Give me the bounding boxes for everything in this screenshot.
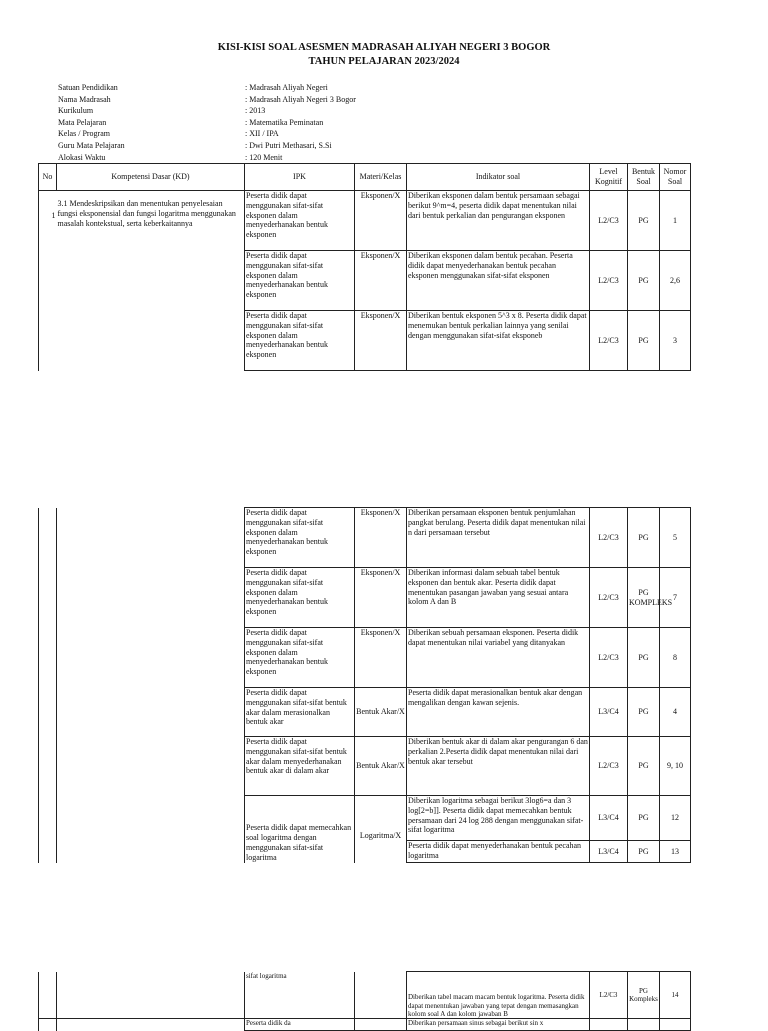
no-column <box>39 972 57 1019</box>
document-subtitle: TAHUN PELAJARAN 2023/2024 <box>308 56 460 67</box>
materi-cell: Eksponen/X <box>355 251 407 311</box>
indikator-cell: Diberikan bentuk akar di dalam akar pengurangan 6 dan perkalian 2.Peserta didik dapat menentukan nilai dari bentuk akar tersebut <box>407 737 590 796</box>
meta-key: Mata Pelajaran <box>58 117 107 127</box>
materi-cell: Bentuk Akar/X <box>355 688 407 737</box>
ipk-cell: Peserta didik dapat menggunakan sifat-sifat eksponen dalam menyederhanakan bentuk eksponen <box>245 311 355 371</box>
kd-column <box>57 508 245 863</box>
level-cell: L3/C4 <box>590 796 628 841</box>
materi-cell: Eksponen/X <box>355 508 407 568</box>
meta-info <box>58 82 356 163</box>
bentuk-cell: PG Kompleks <box>628 972 660 1019</box>
materi-cell: Eksponen/X <box>355 568 407 628</box>
meta-row <box>58 105 356 117</box>
ipk-cell: Peserta didik dapat menggunakan sifat-sifat bentuk akar dalam merasionalkan bentuk akar <box>245 688 355 737</box>
table-header-row <box>39 164 691 191</box>
indikator-cell: Diberikan bentuk eksponen 5^3 x 8. Peserta didik dapat menemukan bentuk perkalian lainnya yang senilai dengan menggunakan sifat-sifat eksponeb <box>407 311 590 371</box>
materi-cell: Eksponen/X <box>355 628 407 688</box>
indikator-cell: Peserta didik dapat merasionalkan bentuk akar dengan mengalikan dengan kawan sejenis. <box>407 688 590 737</box>
kisi-table-page3 <box>38 971 691 1031</box>
meta-key: Kurikulum <box>58 106 94 116</box>
ipk-cell: Peserta didik dapat memecahkan soal logaritma dengan menggunakan sifat-sifat logaritma <box>245 796 355 863</box>
nomor-cell: 3 <box>660 311 691 371</box>
level-cell: L2/C3 <box>590 251 628 311</box>
table-row <box>39 972 691 1019</box>
kd-cell: 3.1 Mendeskripsikan dan menentukan penyelesaian fungsi eksponensial dan fungsi logaritma menggunakan masalah kontekstual, serta keberkaitannya <box>57 199 236 228</box>
nomor-cell: 8 <box>660 628 691 688</box>
nomor-cell: 2,6 <box>660 251 691 311</box>
meta-key: Nama Madrasah <box>58 94 111 104</box>
nomor-cell: 9, 10 <box>660 737 691 796</box>
level-cell: L2/C3 <box>590 508 628 568</box>
materi-cell: Eksponen/X <box>355 311 407 371</box>
header-no: No <box>39 164 57 191</box>
ipk-cell: Peserta didik da <box>245 1019 355 1031</box>
materi-cell <box>355 972 407 1019</box>
page-gap <box>0 866 768 971</box>
indikator-cell: Diberikan tabel macam macam bentuk logaritma. Peserta didik dapat menentukan jawaban yang tepat dengan memasangkan kolom soal A dan kolom jawaban B <box>407 972 590 1019</box>
bentuk-cell: PG KOMPLEKS <box>628 568 660 628</box>
meta-key: Satuan Pendidikan <box>58 83 118 92</box>
level-cell: L2/C3 <box>590 568 628 628</box>
level-cell: L2/C3 <box>590 737 628 796</box>
meta-row <box>58 82 356 94</box>
bentuk-cell: PG <box>628 508 660 568</box>
table-row <box>39 191 691 251</box>
materi-cell: Logaritma/X <box>355 796 407 863</box>
no-column <box>39 1019 57 1031</box>
bentuk-cell: PG <box>628 841 660 863</box>
nomor-cell: 12 <box>660 796 691 841</box>
header-kd: Kompetensi Dasar (KD) <box>57 164 245 191</box>
header-level: Level Kognitif <box>590 164 628 191</box>
indikator-cell: Diberikan logaritma sebagai berikut 3log6=a dan 3 log[2=b]]. Peserta didik dapat memecahkan bentuk persamaan dari 24 log 288 dengan menggunakan sifat-sifat logaritma <box>407 796 590 841</box>
meta-value: : 2013 <box>245 106 266 116</box>
ipk-cell: Peserta didik dapat menggunakan sifat-sifat eksponen dalam menyederhanakan bentuk eksponen <box>245 568 355 628</box>
nomor-cell: 14 <box>660 972 691 1019</box>
meta-row <box>58 140 356 152</box>
indikator-cell: Diberikan informasi dalam sebuah tabel bentuk eksponen dan bentuk akar. Peserta didik dapat menentukan pasangan jawaban yang sesuai antara kolom A dan B <box>407 568 590 628</box>
bentuk-cell: PG <box>628 688 660 737</box>
bentuk-cell: PG <box>628 796 660 841</box>
meta-row <box>58 117 356 129</box>
ipk-cell: sifat logaritma <box>245 972 355 1019</box>
ipk-cell: Peserta didik dapat menggunakan sifat-sifat bentuk akar dalam menyederhanakan bentuk akar di dalam akar <box>245 737 355 796</box>
nomor-cell: 5 <box>660 508 691 568</box>
nomor-cell: 1 <box>660 191 691 251</box>
ipk-cell: Peserta didik dapat menggunakan sifat-sifat eksponen dalam menyederhanakan bentuk eksponen <box>245 628 355 688</box>
meta-key: Guru Mata Pelajaran <box>58 140 125 150</box>
document-title: KISI-KISI SOAL ASESMEN MADRASAH ALIYAH NEGERI 3 BOGOR <box>217 42 551 53</box>
kisi-table-page2 <box>38 507 691 863</box>
row-number: 1 <box>39 191 57 371</box>
no-column <box>39 508 57 863</box>
kisi-table-page1 <box>38 163 691 371</box>
indikator-cell: Diberikan persamaan eksponen bentuk penjumlahan pangkat berulang. Peserta didik dapat menentukan nilai n dari persamaan tersebut <box>407 508 590 568</box>
materi-cell: Eksponen/X <box>355 191 407 251</box>
page-gap <box>0 373 768 503</box>
indikator-cell: Diberikan sebuah persamaan eksponen. Peserta didik dapat menentukan nilai variabel yang ditanyakan <box>407 628 590 688</box>
level-cell <box>590 1019 628 1031</box>
meta-row <box>58 128 356 140</box>
nomor-cell: 4 <box>660 688 691 737</box>
header-indikator: Indikator soal <box>407 164 590 191</box>
meta-value: : Madrasah Aliyah Negeri <box>245 83 328 92</box>
ipk-cell: Peserta didik dapat menggunakan sifat-sifat eksponen dalam menyederhanakan bentuk eksponen <box>245 508 355 568</box>
nomor-cell <box>660 1019 691 1031</box>
meta-row <box>58 94 356 106</box>
meta-value: : XII / IPA <box>245 129 279 139</box>
nomor-cell: 13 <box>660 841 691 863</box>
indikator-cell: Diberikan eksponen dalam bentuk pecahan. Peserta didik dapat menyederhanakan bentuk pecahan eksponen menggunakan sifat-sifat eksponen <box>407 251 590 311</box>
indikator-cell: Diberikan persamaan sinus sebagai berikut sin x <box>407 1019 590 1031</box>
header-ipk: IPK <box>245 164 355 191</box>
header-materi: Materi/Kelas <box>355 164 407 191</box>
indikator-cell: Peserta didik dapat menyederhanakan bentuk pecahan logaritma <box>407 841 590 863</box>
meta-row <box>58 152 356 164</box>
bentuk-cell: PG <box>628 251 660 311</box>
kd-column <box>57 1019 245 1031</box>
materi-cell: Bentuk Akar/X <box>355 737 407 796</box>
level-cell: L3/C4 <box>590 841 628 863</box>
indikator-cell: Diberikan eksponen dalam bentuk persamaan sebagai berikut 9^m=4, peserta didik dapat menentukan nilai dari bentuk perkalian dan pengurangan eksponen <box>407 191 590 251</box>
header-nomor: Nomor Soal <box>660 164 691 191</box>
level-cell: L3/C4 <box>590 688 628 737</box>
ipk-cell: Peserta didik dapat menggunakan sifat-sifat eksponen dalam menyederhanakan bentuk eksponen <box>245 191 355 251</box>
header-bentuk: Bentuk Soal <box>628 164 660 191</box>
bentuk-cell <box>628 1019 660 1031</box>
ipk-cell: Peserta didik dapat menggunakan sifat-sifat eksponen dalam menyederhanakan bentuk eksponen <box>245 251 355 311</box>
meta-key: Kelas / Program <box>58 129 110 139</box>
kd-column <box>57 972 245 1019</box>
meta-value: : Madrasah Aliyah Negeri 3 Bogor <box>245 94 356 104</box>
bentuk-cell: PG <box>628 628 660 688</box>
bentuk-cell: PG <box>628 311 660 371</box>
level-cell: L2/C3 <box>590 311 628 371</box>
bentuk-cell: PG <box>628 191 660 251</box>
meta-value: : Dwi Putri Methasari, S.Si <box>245 140 332 150</box>
nomor-cell: 7 <box>660 568 691 628</box>
meta-value: : 120 Menit <box>245 152 283 162</box>
table-row <box>39 1019 691 1031</box>
meta-value: : Matematika Peminatan <box>245 117 324 127</box>
meta-key: Alokasi Waktu <box>58 152 106 162</box>
level-cell: L2/C3 <box>590 972 628 1019</box>
table-row <box>39 508 691 568</box>
bentuk-cell: PG <box>628 737 660 796</box>
materi-cell <box>355 1019 407 1031</box>
level-cell: L2/C3 <box>590 628 628 688</box>
level-cell: L2/C3 <box>590 191 628 251</box>
